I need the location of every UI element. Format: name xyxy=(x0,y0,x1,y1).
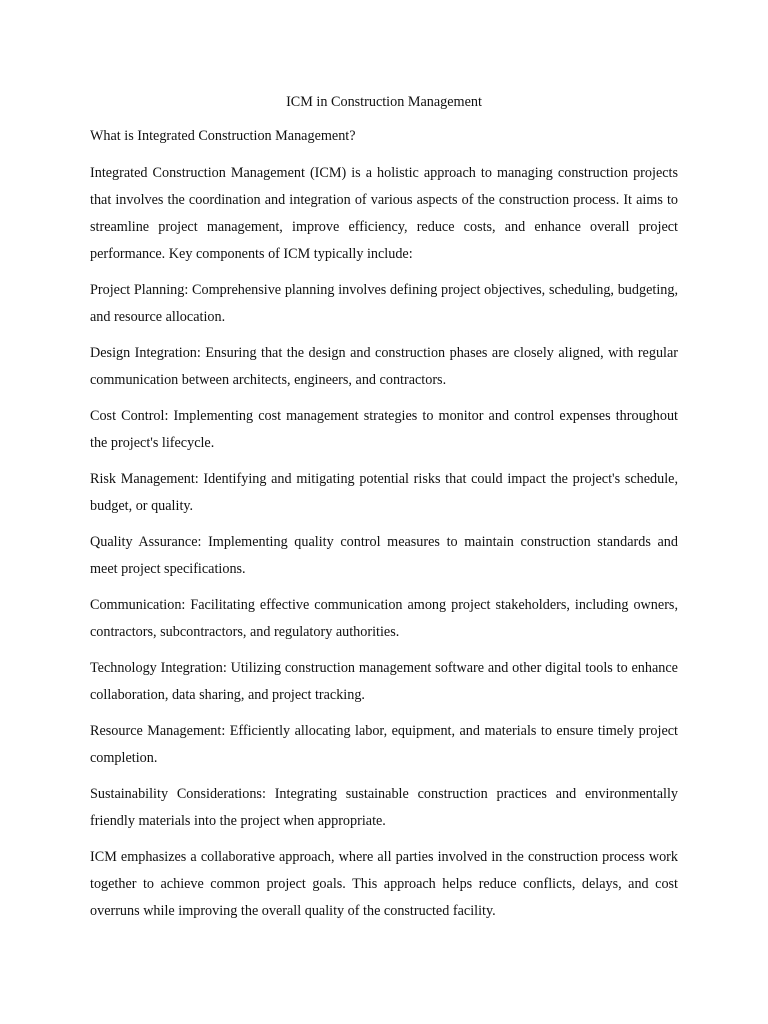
document-body xyxy=(90,92,678,934)
component-technology-integration: Technology Integration: Utilizing construction management software and other digital tools to enhance collaboration, data sharing, and project tracking. xyxy=(90,660,678,703)
intro-paragraph: Integrated Construction Management (ICM) is a holistic approach to managing construction projects that involves the coordination and integration of various aspects of the construction process. It aims to streamline project management, improve efficiency, reduce costs, and enhance overall project performance. Key components of ICM typically include: xyxy=(90,165,678,262)
section-heading: What is Integrated Construction Management? xyxy=(90,128,356,144)
document-title: ICM in Construction Management xyxy=(286,94,482,110)
component-sustainability: Sustainability Considerations: Integrating sustainable construction practices and environmentally friendly materials into the project when appropriate. xyxy=(90,786,678,829)
component-cost-control: Cost Control: Implementing cost management strategies to monitor and control expenses throughout the project's lifecycle. xyxy=(90,408,678,451)
component-risk-management: Risk Management: Identifying and mitigating potential risks that could impact the project's schedule, budget, or quality. xyxy=(90,471,678,514)
component-communication: Communication: Facilitating effective communication among project stakeholders, including owners, contractors, subcontractors, and regulatory authorities. xyxy=(90,597,678,640)
component-quality-assurance: Quality Assurance: Implementing quality control measures to maintain construction standards and meet project specifications. xyxy=(90,534,678,577)
conclusion-paragraph: ICM emphasizes a collaborative approach, where all parties involved in the construction process work together to achieve common project goals. This approach helps reduce conflicts, delays, and cost overruns while improving the overall quality of the constructed facility. xyxy=(90,849,678,919)
component-project-planning: Project Planning: Comprehensive planning involves defining project objectives, scheduling, budgeting, and resource allocation. xyxy=(90,282,678,325)
component-design-integration: Design Integration: Ensuring that the design and construction phases are closely aligned, with regular communication between architects, engineers, and contractors. xyxy=(90,345,678,388)
component-resource-management: Resource Management: Efficiently allocating labor, equipment, and materials to ensure timely project completion. xyxy=(90,723,678,766)
